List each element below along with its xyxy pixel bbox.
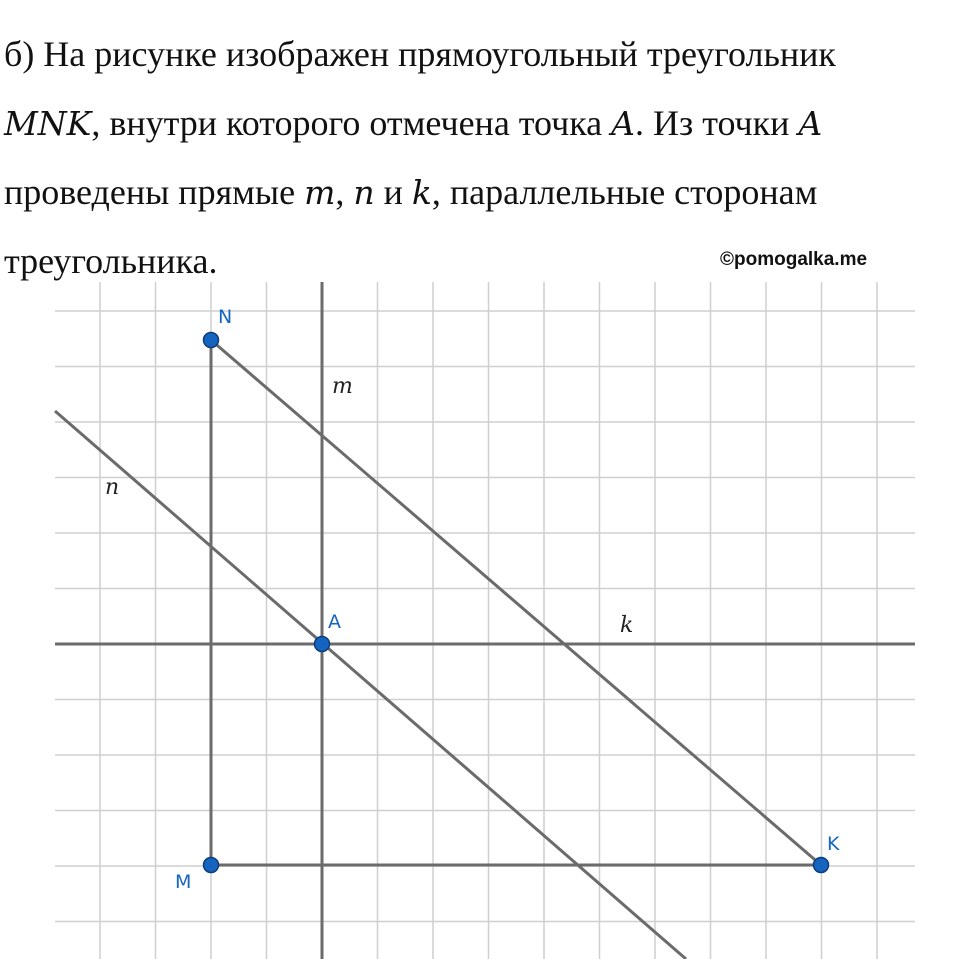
point-k xyxy=(814,858,829,873)
point-m xyxy=(204,858,219,873)
problem-text-part: , внутри которого отмечена точка xyxy=(91,103,612,143)
problem-text-part: . Из точки xyxy=(635,103,799,143)
problem-text-part: и xyxy=(374,172,412,212)
problem-text-part: проведены прямые xyxy=(4,172,305,212)
line-name-k: k xyxy=(411,173,432,212)
point-a xyxy=(315,637,330,652)
point-n xyxy=(204,333,219,348)
label-line-k: k xyxy=(620,613,634,638)
label-k: K xyxy=(827,833,840,855)
triangle-name: MNK xyxy=(4,104,92,143)
line-name-m: m xyxy=(304,173,336,212)
point-name: A xyxy=(798,104,823,143)
label-n: N xyxy=(218,306,233,328)
line-n xyxy=(55,411,686,959)
label-a: A xyxy=(328,611,341,633)
label-line-n: n xyxy=(105,475,120,500)
problem-text-part: , параллельные сторонам xyxy=(431,172,818,212)
grid xyxy=(55,282,915,959)
side-nk xyxy=(211,340,821,865)
label-line-m: m xyxy=(332,374,353,399)
problem-text-part: б) На рисунке изображен прямоугольный треугольник xyxy=(4,34,836,74)
problem-text-part: , xyxy=(335,172,354,212)
line-name-n: n xyxy=(353,173,375,212)
label-m: M xyxy=(175,871,192,893)
watermark: ©pomogalka.me xyxy=(720,249,868,270)
point-name: A xyxy=(611,104,635,143)
problem-text-part: треугольника. xyxy=(4,241,218,281)
